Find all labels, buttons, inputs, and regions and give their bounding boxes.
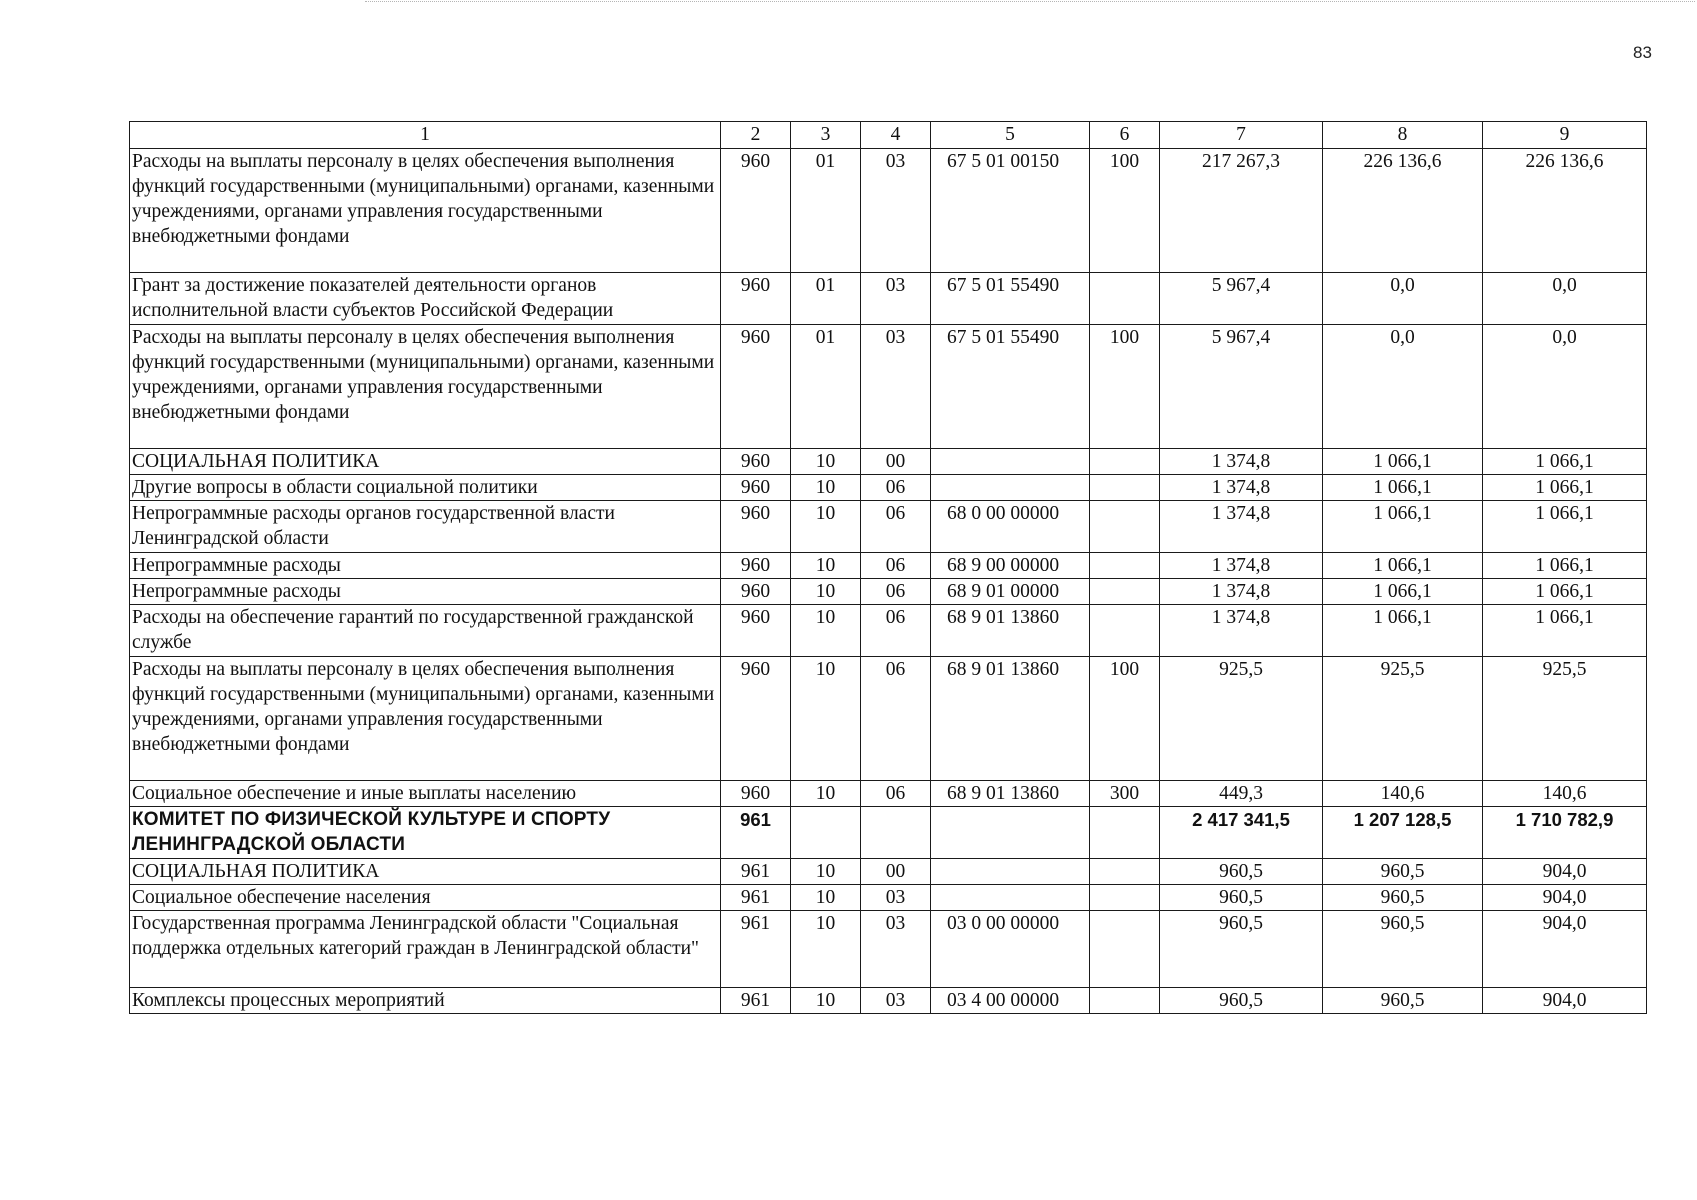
scan-top-edge-line — [365, 1, 1695, 2]
row-rz-cell: 01 — [791, 149, 861, 273]
row-amount-year2-cell: 1 066,1 — [1323, 449, 1483, 475]
row-gr-cell: 960 — [721, 449, 791, 475]
row-rz-cell: 10 — [791, 781, 861, 807]
row-name-cell: Непрограммные расходы — [130, 579, 721, 605]
row-amount-year2-cell: 960,5 — [1323, 885, 1483, 911]
row-rz-cell: 01 — [791, 325, 861, 449]
row-csr-cell — [931, 475, 1090, 501]
row-amount-year2-cell: 226 136,6 — [1323, 149, 1483, 273]
row-amount-year3-cell: 140,6 — [1483, 781, 1647, 807]
row-vr-cell — [1090, 273, 1160, 325]
row-amount-year3-cell: 904,0 — [1483, 988, 1647, 1014]
row-pr-cell: 00 — [861, 449, 931, 475]
row-amount-year2-cell: 0,0 — [1323, 325, 1483, 449]
row-amount-year3-cell: 904,0 — [1483, 859, 1647, 885]
row-amount-year1-cell: 1 374,8 — [1160, 605, 1323, 657]
row-pr-cell: 03 — [861, 273, 931, 325]
row-amount-year3-cell: 904,0 — [1483, 885, 1647, 911]
row-vr-cell — [1090, 579, 1160, 605]
row-gr-cell: 960 — [721, 553, 791, 579]
row-pr-cell: 06 — [861, 657, 931, 781]
row-vr-cell: 100 — [1090, 149, 1160, 273]
row-gr-cell: 961 — [721, 911, 791, 988]
row-amount-year1-cell: 1 374,8 — [1160, 475, 1323, 501]
row-amount-year1-cell: 5 967,4 — [1160, 273, 1323, 325]
row-gr-cell: 961 — [721, 988, 791, 1014]
row-vr-cell — [1090, 885, 1160, 911]
row-amount-year3-cell: 1 710 782,9 — [1483, 807, 1647, 859]
row-amount-year3-cell: 1 066,1 — [1483, 579, 1647, 605]
page-number: 83 — [1633, 43, 1652, 62]
row-gr-cell: 960 — [721, 325, 791, 449]
row-vr-cell — [1090, 988, 1160, 1014]
row-name-cell: Непрограммные расходы — [130, 553, 721, 579]
header-cell: 9 — [1483, 122, 1647, 149]
row-pr-cell: 06 — [861, 553, 931, 579]
row-amount-year1-cell: 960,5 — [1160, 859, 1323, 885]
row-vr-cell — [1090, 449, 1160, 475]
row-rz-cell — [791, 807, 861, 859]
row-amount-year1-cell: 449,3 — [1160, 781, 1323, 807]
row-pr-cell: 06 — [861, 781, 931, 807]
row-csr-cell — [931, 885, 1090, 911]
row-rz-cell: 10 — [791, 859, 861, 885]
row-amount-year2-cell: 1 066,1 — [1323, 475, 1483, 501]
header-cell: 1 — [130, 122, 721, 149]
row-csr-cell: 03 0 00 00000 — [931, 911, 1090, 988]
row-pr-cell: 03 — [861, 988, 931, 1014]
row-rz-cell: 10 — [791, 501, 861, 553]
row-name-cell: Расходы на выплаты персоналу в целях обеспечения выполнения функций государственными (муниципальными) органами, казенными учреждениями, органами управления государственными внебюджетными фондами — [130, 149, 721, 273]
row-amount-year1-cell: 960,5 — [1160, 885, 1323, 911]
row-gr-cell: 960 — [721, 657, 791, 781]
header-cell: 2 — [721, 122, 791, 149]
row-rz-cell: 10 — [791, 449, 861, 475]
header-cell: 8 — [1323, 122, 1483, 149]
row-amount-year2-cell: 960,5 — [1323, 911, 1483, 988]
row-amount-year1-cell: 217 267,3 — [1160, 149, 1323, 273]
row-vr-cell — [1090, 475, 1160, 501]
table-row — [130, 501, 1647, 553]
row-amount-year1-cell: 5 967,4 — [1160, 325, 1323, 449]
row-rz-cell: 10 — [791, 475, 861, 501]
row-name-cell: КОМИТЕТ ПО ФИЗИЧЕСКОЙ КУЛЬТУРЕ И СПОРТУ ЛЕНИНГРАДСКОЙ ОБЛАСТИ — [130, 807, 721, 859]
row-name-cell: Комплексы процессных мероприятий — [130, 988, 721, 1014]
table-row — [130, 325, 1647, 449]
row-gr-cell: 960 — [721, 579, 791, 605]
row-vr-cell — [1090, 807, 1160, 859]
table-row — [130, 273, 1647, 325]
row-amount-year2-cell: 925,5 — [1323, 657, 1483, 781]
row-amount-year2-cell: 1 066,1 — [1323, 501, 1483, 553]
row-amount-year2-cell: 1 066,1 — [1323, 579, 1483, 605]
table-row — [130, 149, 1647, 273]
row-name-cell: Расходы на обеспечение гарантий по государственной гражданской службе — [130, 605, 721, 657]
row-rz-cell: 10 — [791, 911, 861, 988]
row-name-cell: Расходы на выплаты персоналу в целях обеспечения выполнения функций государственными (муниципальными) органами, казенными учреждениями, органами управления государственными внебюджетными фондами — [130, 325, 721, 449]
row-vr-cell: 100 — [1090, 657, 1160, 781]
row-amount-year3-cell: 925,5 — [1483, 657, 1647, 781]
row-amount-year1-cell: 1 374,8 — [1160, 579, 1323, 605]
row-pr-cell — [861, 807, 931, 859]
header-cell: 3 — [791, 122, 861, 149]
table-row — [130, 553, 1647, 579]
row-vr-cell — [1090, 605, 1160, 657]
row-amount-year1-cell: 960,5 — [1160, 988, 1323, 1014]
row-csr-cell — [931, 859, 1090, 885]
row-csr-cell: 67 5 01 55490 — [931, 325, 1090, 449]
header-cell: 6 — [1090, 122, 1160, 149]
row-pr-cell: 06 — [861, 501, 931, 553]
row-csr-cell: 68 9 01 00000 — [931, 579, 1090, 605]
row-gr-cell: 960 — [721, 781, 791, 807]
row-csr-cell: 68 9 01 13860 — [931, 781, 1090, 807]
row-pr-cell: 06 — [861, 605, 931, 657]
row-csr-cell: 03 4 00 00000 — [931, 988, 1090, 1014]
row-rz-cell: 10 — [791, 885, 861, 911]
row-rz-cell: 10 — [791, 579, 861, 605]
row-gr-cell: 961 — [721, 807, 791, 859]
row-vr-cell — [1090, 911, 1160, 988]
row-csr-cell: 67 5 01 55490 — [931, 273, 1090, 325]
row-amount-year3-cell: 904,0 — [1483, 911, 1647, 988]
budget-table — [129, 121, 1647, 1014]
row-pr-cell: 06 — [861, 475, 931, 501]
row-name-cell: СОЦИАЛЬНАЯ ПОЛИТИКА — [130, 449, 721, 475]
row-amount-year1-cell: 960,5 — [1160, 911, 1323, 988]
row-csr-cell: 68 9 00 00000 — [931, 553, 1090, 579]
table-row — [130, 579, 1647, 605]
header-cell: 4 — [861, 122, 931, 149]
row-amount-year2-cell: 1 207 128,5 — [1323, 807, 1483, 859]
row-gr-cell: 960 — [721, 605, 791, 657]
table-header-row — [130, 122, 1647, 149]
row-name-cell: СОЦИАЛЬНАЯ ПОЛИТИКА — [130, 859, 721, 885]
row-gr-cell: 960 — [721, 501, 791, 553]
row-rz-cell: 01 — [791, 273, 861, 325]
row-name-cell: Социальное обеспечение и иные выплаты населению — [130, 781, 721, 807]
row-amount-year2-cell: 960,5 — [1323, 859, 1483, 885]
row-gr-cell: 960 — [721, 149, 791, 273]
row-pr-cell: 03 — [861, 149, 931, 273]
table-row — [130, 781, 1647, 807]
row-amount-year3-cell: 1 066,1 — [1483, 553, 1647, 579]
row-amount-year2-cell: 1 066,1 — [1323, 605, 1483, 657]
row-vr-cell — [1090, 859, 1160, 885]
row-gr-cell: 961 — [721, 885, 791, 911]
row-csr-cell: 67 5 01 00150 — [931, 149, 1090, 273]
header-cell: 5 — [931, 122, 1090, 149]
row-csr-cell — [931, 807, 1090, 859]
row-amount-year3-cell: 1 066,1 — [1483, 449, 1647, 475]
row-amount-year1-cell: 925,5 — [1160, 657, 1323, 781]
row-vr-cell — [1090, 501, 1160, 553]
row-rz-cell: 10 — [791, 988, 861, 1014]
row-csr-cell: 68 0 00 00000 — [931, 501, 1090, 553]
row-amount-year2-cell: 960,5 — [1323, 988, 1483, 1014]
row-gr-cell: 960 — [721, 273, 791, 325]
table-row — [130, 605, 1647, 657]
table-row — [130, 475, 1647, 501]
row-amount-year1-cell: 1 374,8 — [1160, 501, 1323, 553]
row-vr-cell — [1090, 553, 1160, 579]
row-rz-cell: 10 — [791, 657, 861, 781]
row-csr-cell: 68 9 01 13860 — [931, 657, 1090, 781]
row-amount-year1-cell: 2 417 341,5 — [1160, 807, 1323, 859]
row-amount-year3-cell: 0,0 — [1483, 325, 1647, 449]
row-name-cell: Государственная программа Ленинградской области "Социальная поддержка отдельных категорий граждан в Ленинградской области" — [130, 911, 721, 988]
table-row — [130, 911, 1647, 988]
row-name-cell: Грант за достижение показателей деятельности органов исполнительной власти субъектов Российской Федерации — [130, 273, 721, 325]
row-rz-cell: 10 — [791, 553, 861, 579]
row-amount-year3-cell: 1 066,1 — [1483, 475, 1647, 501]
table-row — [130, 657, 1647, 781]
row-vr-cell: 100 — [1090, 325, 1160, 449]
table-body — [130, 122, 1647, 1014]
row-amount-year3-cell: 1 066,1 — [1483, 501, 1647, 553]
row-pr-cell: 00 — [861, 859, 931, 885]
row-amount-year1-cell: 1 374,8 — [1160, 553, 1323, 579]
row-amount-year3-cell: 0,0 — [1483, 273, 1647, 325]
row-pr-cell: 03 — [861, 885, 931, 911]
row-csr-cell: 68 9 01 13860 — [931, 605, 1090, 657]
row-amount-year3-cell: 1 066,1 — [1483, 605, 1647, 657]
row-rz-cell: 10 — [791, 605, 861, 657]
row-amount-year2-cell: 0,0 — [1323, 273, 1483, 325]
header-cell: 7 — [1160, 122, 1323, 149]
row-pr-cell: 06 — [861, 579, 931, 605]
row-gr-cell: 961 — [721, 859, 791, 885]
table-row — [130, 988, 1647, 1014]
row-pr-cell: 03 — [861, 325, 931, 449]
row-amount-year3-cell: 226 136,6 — [1483, 149, 1647, 273]
row-vr-cell: 300 — [1090, 781, 1160, 807]
row-name-cell: Непрограммные расходы органов государственной власти Ленинградской области — [130, 501, 721, 553]
table-row — [130, 449, 1647, 475]
table-row — [130, 859, 1647, 885]
row-amount-year1-cell: 1 374,8 — [1160, 449, 1323, 475]
row-amount-year2-cell: 140,6 — [1323, 781, 1483, 807]
row-pr-cell: 03 — [861, 911, 931, 988]
table-row — [130, 807, 1647, 859]
row-name-cell: Расходы на выплаты персоналу в целях обеспечения выполнения функций государственными (муниципальными) органами, казенными учреждениями, органами управления государственными внебюджетными фондами — [130, 657, 721, 781]
row-gr-cell: 960 — [721, 475, 791, 501]
row-name-cell: Социальное обеспечение населения — [130, 885, 721, 911]
row-csr-cell — [931, 449, 1090, 475]
table-row — [130, 885, 1647, 911]
row-amount-year2-cell: 1 066,1 — [1323, 553, 1483, 579]
row-name-cell: Другие вопросы в области социальной политики — [130, 475, 721, 501]
